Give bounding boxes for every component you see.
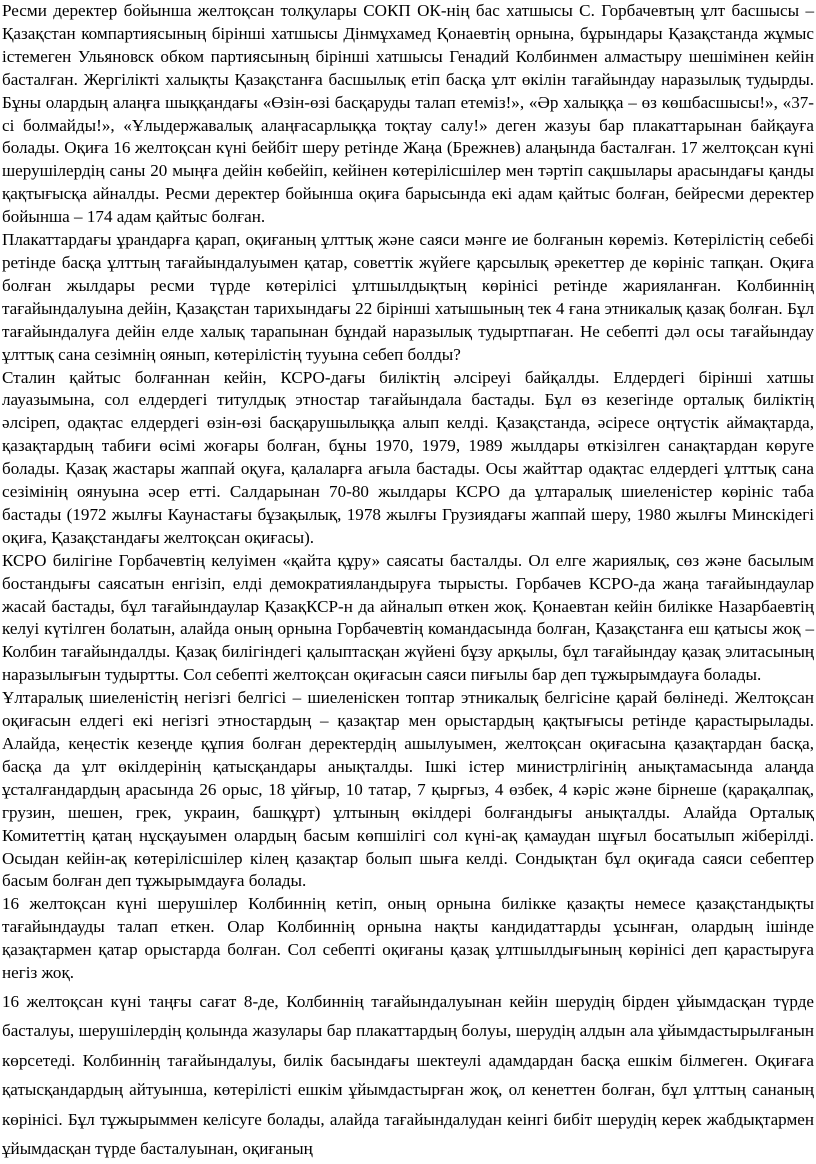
paragraph-stalin: Сталин қайтыс болғаннан кейін, КСРО-дағы биліктің әлсіреуі байқалды. Елдердегі бірінші хатшы лауазымына, сол елдердегі титулдық этностар тағайындала бастады. Бұл өз кезегінде орталық биліктің әлсіреп, одақтас елдердегі өзін-өзі басқарушылыққа алып келді. Қазақстанда, әсіресе оңтүстік аймақтарда, қазақтардың табиғи өсімі жоғары болған, бұны 1970, 1979, 1989 жылдары өткізілген санақтардан көруге болады. Қазақ жастары жаппай оқуға, қалаларға ағыла бастады. Осы жайттар одақтас елдердегі ұлттық сана сезімінің оянуына әсер етті. Салдарынан 70-80 жылдары КСРО да ұлтаралық шиеленістер көрініс таба бастады (1972 жылғы Каунастағы бұзақылық, 1978 жылғы Грузиядағы жаппай шеру, 1980 жылғы Минскідегі оқиға, Қазақстандағы желтоқсан оқиғасы). bbox=[2, 367, 814, 547]
paragraph-resmi-derekter: Ресми деректер бойынша желтоқсан толқулары СОКП ОК-нің бас хатшысы С. Горбачевтың ұлт басшысы – Қазақстан компартиясының бірінші хатшысы Дінмұхамед Қонаевтің орнына, бұрындары Қазақстанда жұмыс істемеген Ульяновск обком партиясының бірінші хатшысы Генадий Колбинмен алмастыру шешімінен кейін басталған. Жергілікті халықты Қазақстанға басшылық етіп басқа ұлт өкілін тағайындау наразылық тудырды. Бұны олардың алаңға шыққандағы «Өзін-өзі басқаруды талап етеміз!», «Әр халыққа – өз көшбасшысы!», «37-сі болмайды!», «Ұлыдержавалық алаңғасарлыққа тоқтау салу!» деген жазуы бар плакаттарынан байқауға болады. Оқиға 16 желтоқсан күні бейбіт шеру ретінде Жаңа (Брежнев) алаңында басталған. 17 желтоқсан күні шерушілердің саны 20 мыңға дейін көбейіп, кейінен көтерілісшілер мен тәртіп сақшылары арасындағы қанды қақтығысқа айналды. Ресми деректер бойынша оқиға барысында екі адам қайтыс болған, бейресми деректер бойынша – 174 адам қайтыс болған. bbox=[2, 1, 814, 227]
paragraph-plakattar: Плакаттардағы ұрандарға қарап, оқиғаның ұлттық және саяси мәнге ие болғанын көреміз. Көтерілістің себебі ретінде басқа ұлттың тағайындалуымен қатар, советтік жүйеге қарсылық әрекеттер де көрініс тапқан. Оқиға болған жылдары ресми түрде көтерілісі ұлтшылдықтың көрінісі ретінде жарияланған. Колбиннің тағайындалуына дейін, Қазақстан тарихындағы 22 бірінші хатышының тек 4 ғана этникалық қазақ болған. Бұл тағайындалуға дейін елде халық тарапынан бұндай наразылық тудыртпаған. Не себепті дәл осы тағайындау ұлттық сана сезімнің оянып, көтерілістің тууына себеп болды? bbox=[2, 230, 814, 364]
paragraph-ksro-biligi: КСРО билігіне Горбачевтің келуімен «қайта құру» саясаты басталды. Ол елге жариялық, сөз және басылым бостандығы саясатын енгізіп, елді демократияландыруға тырысты. Горбачев КСРО-да жаңа тағайындаулар жасай бастады, бұл тағайындаулар ҚазақКСР-н да айналып өткен жоқ. Қонаевтан кейін билікке Назарбаевтің келуі күтілген болатын, алайда оның орнына Горбачевтің командасында болған, Қазақстанға еш қатысы жоқ – Колбин тағайындалды. Қазақ билігіндегі қалыптасқан жүйені бұзу арқылы, бұл тағайындау қазақ элитасының наразылығын тудыртты. Сол себепті желтоқсан оқиғасын саяси пиғылы бар деп тұжырымдауға болады. bbox=[2, 550, 814, 685]
paragraph-16-zheltoksan-tangy: 16 желтоқсан күні таңғы сағат 8-де, Колбиннің тағайындалуынан кейін шерудің бірден ұйымдасқан түрде басталуы, шерушілердің қолында жазулары бар плакаттардың болуы, шерудің алдын ала ұйымдастырылғанын көрсетеді. Колбиннің тағайындалуы, билік басындағы шектеулі адамдардан басқа ешкім білмеген. Оқиғаға қатысқандардың айтуынша, көтерілісті ешкім ұйымдастырған жоқ, ол кенеттен болған, бұл ұлттың сананың көрінісі. Бұл тұжырыммен келісуге болады, алайда тағайындалудан кеінгі бибіт шерудің керек жабдықтармен ұйымдасқан түрде басталуынан, оқиғаның bbox=[2, 991, 814, 1159]
paragraph-16-zheltoksan-sherushiler: 16 желтоқсан күні шерушілер Колбиннің кетіп, оның орнына билікке қазақты немесе қазақстандықты тағайындауды талап еткен. Олар Колбиннің орнына нақты кандидаттарды ұсынған, олардың ішінде қазақтармен қатар орыстарда болған. Сол себепті оқиғаны қазақ ұлтшылдығының көрінісі деп қарастыруға негіз жоқ. bbox=[2, 894, 814, 983]
paragraph-ultaralyk: Ұлтаралық шиеленістің негізгі белгісі – шиеленіскен топтар этникалық белгісіне қарай бөлінеді. Желтоқсан оқиғасын елдегі екі негізгі этностардың – қазақтар мен орыстардың қақтығысы ретінде қарастырылады. Алайда, кеңестік кезеңде құпия болған деректердің ашылуымен, желтоқсан оқиғасына қазақтардан басқа, басқа да ұлт өкілдерінің қатысқандары анықталды. Ішкі істер министрлігінің анықтамасында алаңда ұсталғандардың арасында 26 орыс, 18 ұйғыр, 10 татар, 7 қырғыз, 4 өзбек, 4 кәріс және бірнеше (қарақалпақ, грузин, шешен, грек, украин, башқұрт) ұлтының өкілдері болғандығы анықталды. Алайда Орталық Комитеттің қатаң нұсқауымен олардың басым көпшілігі сол күні-ақ қамаудан шұғыл босатылып жіберілді. Осыдан кейін-ақ көтерілісшілер кілең қазақтар болып шыға келді. Сондықтан бұл оқиғада саяси себептер басым болған деп тұжырымдауға болады. bbox=[2, 688, 814, 891]
